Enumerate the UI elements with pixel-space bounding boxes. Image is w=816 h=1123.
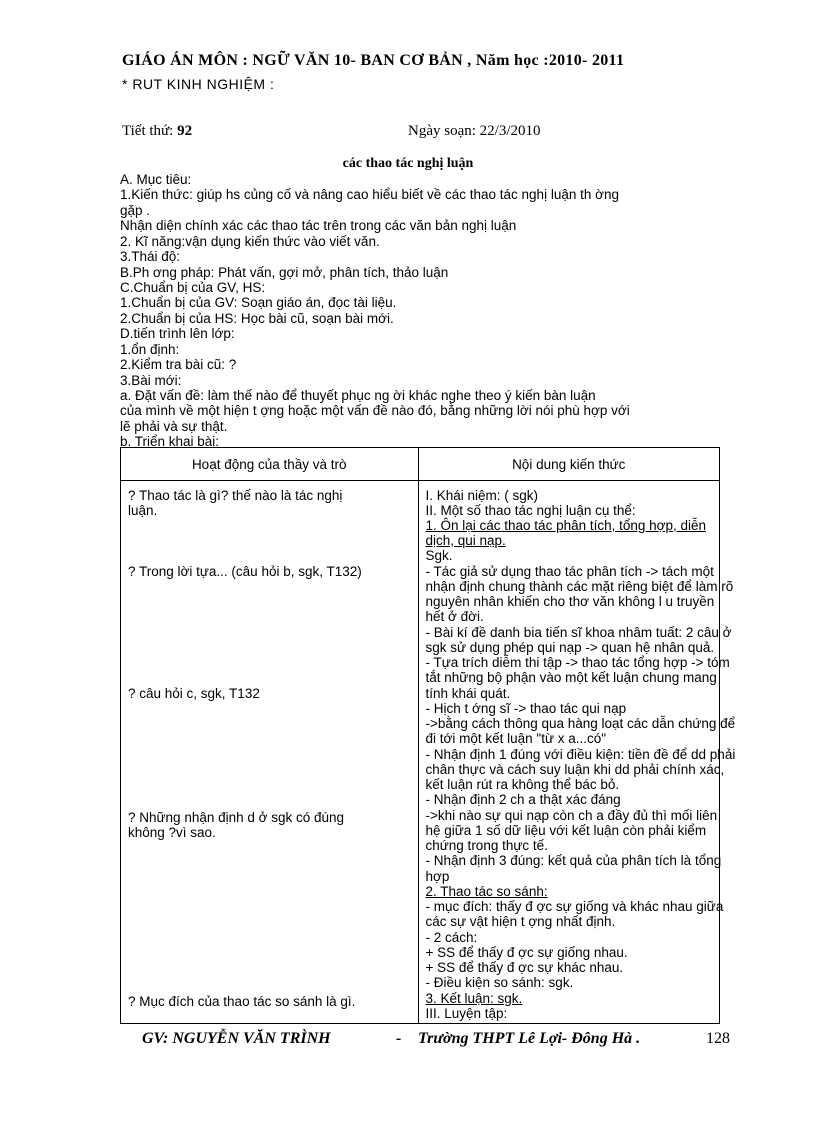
intro-line: 1.ổn định:: [120, 342, 180, 357]
knowledge-line: tắt những bộ phận vào một kết luận chung mang: [425, 670, 717, 685]
activity-line: ? Trong lời tựa... (câu hỏi b, sgk, T132): [128, 564, 362, 579]
knowledge-line: - Tựa trích diễm thi tập -> thao tác tổng hợp -> tóm: [425, 655, 730, 670]
knowledge-line: I. Khái niệm: ( sgk): [425, 488, 539, 503]
knowledge-line: - Hịch t ớng sĩ -> thao tác qui nạp: [425, 701, 627, 716]
page-number: 128: [706, 1030, 730, 1047]
knowledge-line: - Tác giả sử dụng thao tác phân tích -> tách một: [425, 564, 714, 579]
knowledge-line: III. Luyện tập:: [425, 1006, 508, 1021]
knowledge-line: ->khi nào sự qui nạp còn ch a đầy đủ thì mối liên: [425, 808, 718, 823]
intro-line: Nhận diện chính xác các thao tác trên trong các văn bản nghị luận: [120, 218, 517, 233]
knowledge-line: + SS để thấy đ ợc sự giống nhau.: [425, 945, 628, 960]
knowledge-line: - Điều kiện so sánh: sgk.: [425, 975, 574, 990]
knowledge-line: tính khái quát.: [425, 686, 511, 701]
knowledge-line: đi tới một kết luận "từ x a...có": [425, 731, 607, 746]
activity-line: ? Mục đích của thao tác so sánh là gì.: [128, 994, 356, 1009]
table-header-row: [121, 448, 720, 481]
knowledge-cell: [418, 481, 736, 1024]
intro-line: của mình về một hiện t ợng hoặc một vấn đề nào đó, bằng những lời nói phù hợp với: [120, 403, 630, 418]
intro-line: D.tiến trình lên lớp:: [120, 326, 235, 341]
knowledge-line: - mục đích: thấy đ ợc sự giống và khác nhau giữa: [425, 899, 724, 914]
knowledge-line: - Nhận định 1 đúng với điều kiện: tiền đề để dd phải: [425, 747, 736, 762]
activity-line: luận.: [128, 503, 158, 518]
knowledge-line: - 2 cách:: [425, 930, 478, 945]
activity-line: ? Thao tác là gì? thế nào là tác nghị: [128, 488, 343, 503]
knowledge-line: - Nhận định 3 đúng: kết quả của phân tích là tổng: [425, 853, 722, 868]
knowledge-line: chứng trong thực tế.: [425, 838, 548, 853]
tiet-label-text: Tiết thứ:: [122, 123, 174, 139]
intro-line: C.Chuẩn bị của GV, HS:: [120, 280, 266, 295]
intro-line: B.Ph ơng pháp: Phát vấn, gợi mở, phân tích, thảo luận: [120, 265, 449, 280]
lesson-title: các thao tác nghị luận: [342, 156, 474, 171]
knowledge-line: kết luận rút ra không thể bác bỏ.: [425, 777, 620, 792]
footer-dash: -: [396, 1030, 402, 1047]
ngay-soan: Ngày soạn: 22/3/2010: [408, 123, 541, 139]
lesson-table: [120, 447, 736, 1024]
knowledge-line: 3. Kết luận: sgk.: [425, 991, 523, 1006]
knowledge-line: sgk sử dụng phép qui nạp -> quan hệ nhân quả.: [425, 640, 715, 655]
activity-line: không ?vì sao.: [128, 825, 216, 840]
intro-line: lẽ phải và sự thật.: [120, 419, 228, 434]
intro-line: 1.Chuẩn bị của GV: Soạn giáo án, đọc tài liệu.: [120, 295, 397, 310]
intro-line: A. Mục tiêu:: [120, 172, 192, 187]
knowledge-line: 2. Thao tác so sánh:: [425, 884, 548, 899]
intro-line: 1.Kiến thức: giúp hs củng cố và nâng cao hiểu biết về các thao tác nghị luận th ờng: [120, 187, 619, 202]
knowledge-line: - Nhận định 2 ch a thật xác đáng: [425, 792, 621, 807]
knowledge-line: Sgk.: [425, 548, 453, 563]
header-teacher-student: Hoạt động của thầy và trò: [121, 448, 419, 481]
table-row: [121, 481, 720, 1024]
activity-line: ? câu hỏi c, sgk, T132: [128, 686, 260, 701]
tiet-value: 92: [177, 123, 193, 139]
intro-line: 3.Bài mới:: [120, 373, 182, 388]
document-header: GIÁO ÁN MÔN : NGỮ VĂN 10- BAN CƠ BẢN , Năm học :2010- 2011: [122, 52, 625, 69]
header-knowledge: Nội dung kiến thức: [418, 448, 720, 481]
intro-line: b. Triển khai bài:: [120, 434, 220, 449]
knowledge-line: II. Một số thao tác nghị luận cụ thể:: [425, 503, 636, 518]
knowledge-line: các sự vật hiện t ợng nhất định.: [425, 914, 616, 929]
tiet-label: [122, 123, 192, 140]
footer-teacher: GV: NGUYỄN VĂN TRÌNH: [142, 1030, 331, 1047]
knowledge-line: ->bằng cách thông qua hàng loạt các dẫn chứng để: [425, 716, 736, 731]
activity-cell: [121, 481, 419, 1024]
knowledge-line: hệ giữa 1 số dữ liệu với kết luận còn phải kiểm: [425, 823, 707, 838]
intro-line: 2.Kiểm tra bài cũ: ?: [120, 357, 237, 372]
knowledge-line: nhận định chung thành các mặt riêng biệt để làm rõ: [425, 579, 734, 594]
knowledge-line: 1. Ôn lại các thao tác phân tích, tổng hợp, diễn: [425, 518, 707, 533]
knowledge-line: hợp: [425, 869, 450, 884]
knowledge-line: - Bài kí đề danh bia tiến sĩ khoa nhâm tuất: 2 câu ở: [425, 625, 732, 640]
knowledge-line: dịch, qui nạp.: [425, 533, 506, 548]
knowledge-line: hết ở đời.: [425, 609, 484, 624]
intro-line: a. Đặt vấn đề: làm thế nào để thuyết phục ng ời khác nghe theo ý kiến bàn luận: [120, 388, 596, 403]
activity-line: ? Những nhận định d ở sgk có đúng: [128, 810, 345, 825]
knowledge-line: nguyên nhân khiến cho thơ văn không l u truyền: [425, 594, 715, 609]
intro-line: 2.Chuẩn bị của HS: Học bài cũ, soạn bài mới.: [120, 311, 394, 326]
intro-line: 2. Kĩ năng:vận dụng kiến thức vào viết văn.: [120, 234, 380, 249]
knowledge-line: + SS để thấy đ ợc sự khác nhau.: [425, 960, 624, 975]
footer-school: Trường THPT Lê Lợi- Đông Hà .: [418, 1030, 641, 1047]
intro-line: 3.Thái độ:: [120, 249, 181, 264]
rut-kinh-nghiem-label: * RUT KINH NGHIỆM :: [122, 76, 275, 92]
knowledge-line: chân thực và cách suy luận khi dd phải chính xác,: [425, 762, 725, 777]
intro-line: gặp .: [120, 203, 151, 218]
